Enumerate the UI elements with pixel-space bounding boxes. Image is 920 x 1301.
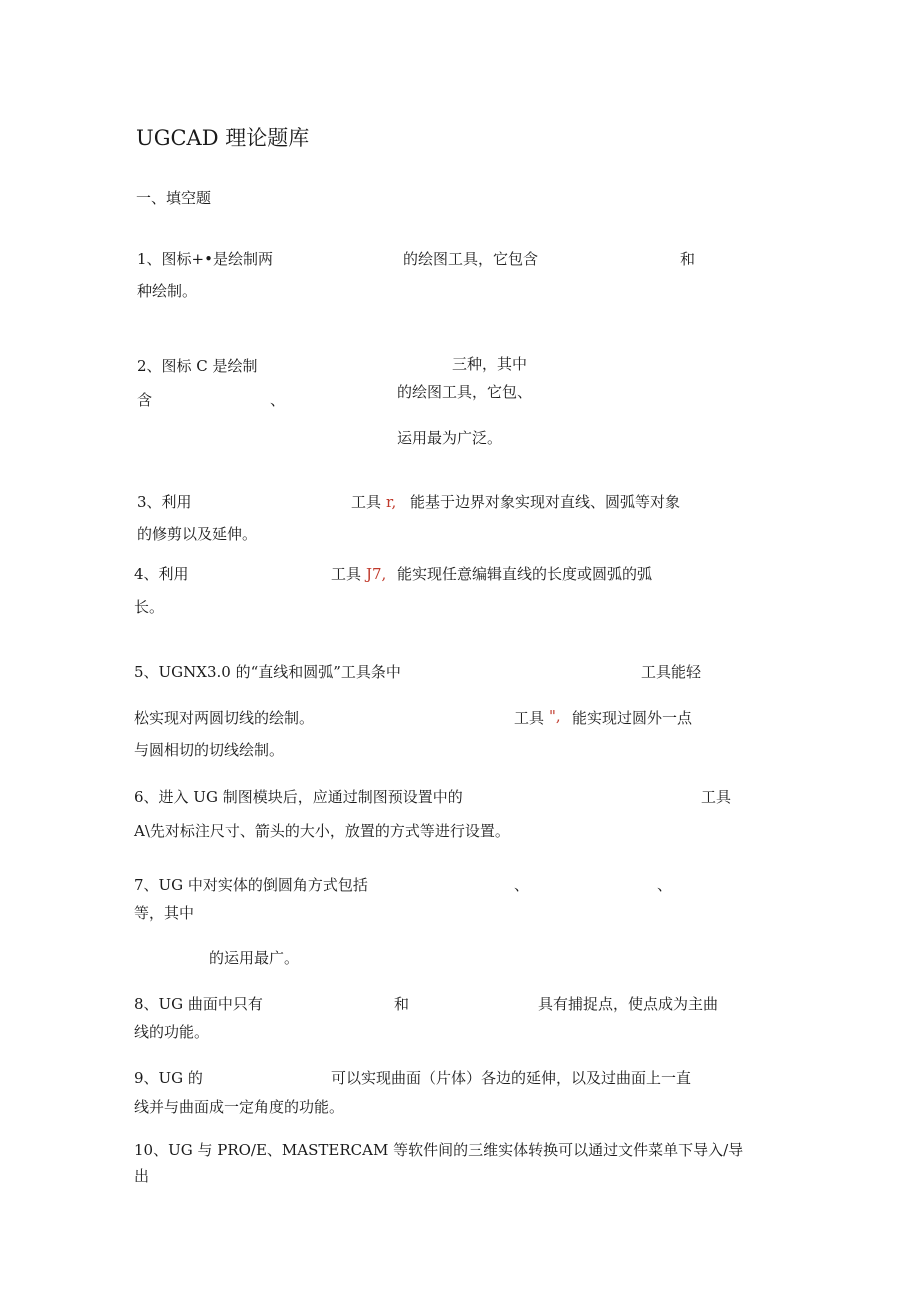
q5-part-a: 5、UGNX3.0 的“直线和圆弧”工具条中: [134, 663, 401, 681]
q8-part-c: 具有捕捉点，使点成为主曲: [538, 995, 719, 1013]
q8-part-d: 线的功能。: [134, 1023, 210, 1041]
q9-part-c: 线并与曲面成一定角度的功能。: [134, 1098, 345, 1116]
q9-part-a: 9、UG 的: [134, 1069, 203, 1087]
q4-part-e: 长。: [134, 598, 165, 616]
q5-part-f: 能实现过圆外一点: [572, 709, 693, 727]
q4-tool-symbol: J7,: [366, 565, 387, 583]
q1-part-d: 种绘制。: [137, 282, 198, 300]
q2-part-c: 含: [137, 391, 153, 409]
q3-part-e: 的修剪以及延伸。: [137, 525, 258, 543]
q5-part-c: 松实现对两圆切线的绘制。: [134, 709, 315, 727]
q6-part-a: 6、进入 UG 制图模块后，应通过制图预设置中的: [134, 788, 463, 806]
q4-part-b: 工具: [331, 565, 362, 583]
q1-part-c: 和: [680, 250, 696, 268]
q2-part-f: 运用最为广泛。: [397, 429, 503, 447]
q2-part-b: 三种，其中: [452, 355, 528, 373]
q3-part-b: 工具: [351, 493, 382, 511]
q10-part-a: 10、UG 与 PRO/E、MASTERCAM 等软件间的三维实体转换可以通过文件菜单下导入/导: [134, 1141, 744, 1159]
q10-part-b: 出: [134, 1167, 150, 1185]
q5-tool-symbol: ",: [549, 707, 561, 725]
q3-part-a: 3、利用: [137, 493, 192, 511]
q5-part-b: 工具能轻: [641, 663, 702, 681]
q2-part-d: 、: [270, 391, 286, 409]
q3-part-d: 能基于边界对象实现对直线、圆弧等对象: [410, 493, 681, 511]
q8-part-b: 和: [394, 995, 410, 1013]
page-title: UGCAD 理论题库: [136, 126, 310, 150]
q2-part-a: 2、图标 C 是绘制: [137, 357, 258, 375]
q5-part-d: 工具: [514, 709, 545, 727]
q1-part-a: 1、图标+•是绘制两: [137, 250, 273, 268]
q9-part-b: 可以实现曲面（片体）各边的延伸，以及过曲面上一直: [331, 1069, 692, 1087]
q4-part-a: 4、利用: [134, 565, 189, 583]
q7-part-e: 的运用最广。: [209, 949, 300, 967]
q5-part-g: 与圆相切的切线绘制。: [134, 741, 285, 759]
q4-part-d: 能实现任意编辑直线的长度或圆弧的弧: [397, 565, 653, 583]
q2-part-e: 的绘图工具，它包、: [397, 383, 533, 401]
q7-part-b: 、: [514, 876, 530, 894]
q7-part-a: 7、UG 中对实体的倒圆角方式包括: [134, 876, 368, 894]
q8-part-a: 8、UG 曲面中只有: [134, 995, 263, 1013]
section-heading: 一、填空题: [136, 189, 212, 207]
q6-part-c: A\先对标注尺寸、箭头的大小，放置的方式等进行设置。: [134, 822, 510, 840]
q3-tool-symbol: r,: [386, 493, 397, 511]
q7-part-c: 、: [657, 876, 673, 894]
q6-part-b: 工具: [701, 788, 732, 806]
q1-part-b: 的绘图工具，它包含: [403, 250, 539, 268]
q7-part-d: 等，其中: [134, 904, 195, 922]
